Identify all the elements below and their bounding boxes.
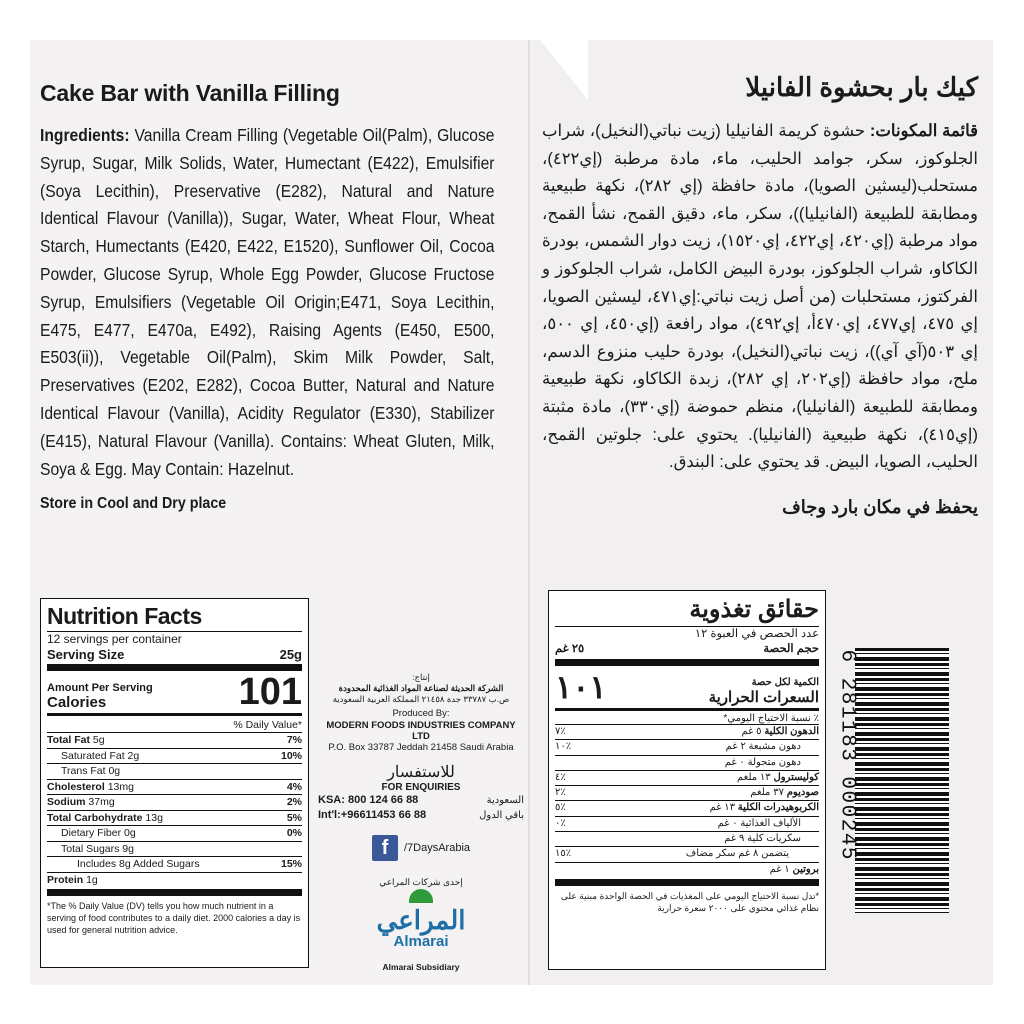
nutrient-label [741, 725, 819, 739]
ingredients-ar [542, 118, 978, 477]
nutrient-percent: 15% [280, 858, 302, 870]
nutrient-name: Includes 8g Added Sugars [77, 858, 200, 870]
nutrient-name: Total Sugars [61, 842, 120, 855]
servings-text: 12 servings per container [47, 632, 182, 646]
ksa-phone: 800 124 66 88 [347, 794, 419, 806]
nutrient-row [555, 786, 819, 801]
nutrient-amount: ١ غم [769, 863, 790, 875]
nutrient-amount: 5g [92, 734, 105, 746]
nutrient-label [47, 764, 120, 779]
calories-row-ar [555, 668, 819, 706]
nutrient-amount: ٠ غم [724, 756, 745, 768]
enquiries-en: FOR ENQUIRIES [381, 782, 461, 793]
product-title-en: Cake Bar with Vanilla Filling [40, 80, 340, 106]
nutrient-rows-en [47, 733, 302, 887]
enquiries-ar: للاستفسار [387, 764, 455, 781]
nutrient-label [725, 756, 819, 770]
intl-label-ar: باقي الدول [479, 810, 524, 821]
servings-per-container [47, 632, 302, 647]
nutrient-label [47, 857, 200, 872]
storage-ar: يحفظ في مكان بارد وجاف [782, 497, 978, 517]
ingredients-en [40, 122, 495, 483]
nutrient-name: بروتين [792, 863, 819, 875]
nutrient-amount: 37mg [88, 796, 115, 808]
company-address-ar: ص.ب ٣٣٧٨٧ جدة ٢١٤٥٨ المملكة العربية السعودية [332, 694, 510, 704]
nutrient-name: الكربوهيدرات الكلية [737, 802, 819, 814]
produced-by-ar: إنتاج: [412, 672, 430, 682]
facebook-icon: f [372, 835, 398, 861]
nutrient-amount: ٥ غم [741, 726, 762, 737]
nutrient-label [47, 733, 105, 748]
ingredients-text-en: Vanilla Cream Filling (Vegetable Oil(Palm), Glucose Syrup, Sugar, Milk Solids, Water, Humectant (E422), Emulsifier (Soya Lecithin), Preservative (E282), Natural and Nature Identical Flavour (Vanilla)), Sugar, Water, Wheat Flour, Wheat Starch, Humectants (E420, E422, E1520), Sunflower Oil, Cocoa Powder, Glucose Syrup, Whole Egg Powder, Glucose Fructose Syrup, Emulsifiers (Vegetable Oil Origin;E471, Soya Lecithin, E475, E477, E470a, E492), Raising Agents (E450, E500, E503(ii)), Vegetable Oil(Palm), Skim Milk Powder, Salt, Preservatives (E202, E282), Cocoa Butter, Natural and Nature Identical Flavour (Vanilla), Acidity Regulator (E330), Stabilizer (E415), Natural Flavour (Vanilla). Contains: Wheat Gluten, Milk, Soya & Egg. May Contain: Hazelnut. [40, 125, 495, 479]
nutrient-row [555, 817, 819, 832]
facebook-handle: /7DaysArabia [403, 842, 471, 854]
nutrient-row [555, 771, 819, 786]
calories-value-ar: ١٠١ [555, 669, 607, 705]
company-name-en: MODERN FOODS INDUSTRIES COMPANY LTD [326, 720, 516, 742]
nutrient-label [737, 771, 819, 785]
brand-en: Almarai [393, 933, 449, 950]
nutrient-label [47, 842, 134, 857]
nutrient-name: Saturated Fat [61, 749, 125, 762]
amount-per-serving-ar: الكمية لكل حصة [751, 677, 819, 688]
nutrient-name: كوليسترول [773, 771, 819, 783]
nutrient-row [47, 842, 302, 858]
calories-label: Calories [47, 694, 107, 711]
nutrient-label [750, 786, 819, 800]
divider-thick-bottom-ar [555, 879, 819, 886]
divider-thick-ar [555, 659, 819, 666]
company-info [318, 672, 524, 972]
divider-thick-bottom [47, 889, 302, 896]
nutrient-percent [555, 863, 585, 877]
storage-en: Store in Cool and Dry place [40, 495, 227, 512]
almarai-logo [318, 888, 524, 950]
barcode-bars [855, 648, 949, 913]
divider-thick [47, 664, 302, 671]
amount-per-serving: Amount Per Serving [47, 682, 153, 694]
nutrient-percent: 2% [286, 796, 302, 808]
nutrient-name: الدهون الكلية [764, 726, 819, 737]
servings-per-container-ar [555, 627, 819, 642]
nutrient-percent: 0% [286, 827, 302, 839]
nutrient-percent [272, 764, 302, 779]
intl-phone-row [318, 808, 524, 823]
nutrient-amount: 0g [124, 827, 136, 839]
nutrient-name: Protein [47, 873, 84, 886]
nutrient-name: Cholesterol [47, 780, 105, 793]
ksa-label-ar: السعودية [486, 795, 524, 806]
nutrient-percent [272, 842, 302, 857]
nutrient-row [47, 733, 302, 749]
nutrient-name: Trans Fat [61, 765, 106, 777]
product-title-ar: كيك بار بحشوة الفانيلا [745, 72, 978, 102]
nutrient-name: سكريات كلية [747, 833, 801, 845]
nutrition-title-ar: حقائق تغذوية [555, 595, 819, 627]
nutrient-name: يتضمن ٨ غم سكر مضاف [685, 848, 789, 860]
nutrient-row [555, 725, 819, 740]
nutrient-label [726, 740, 819, 754]
nutrient-label [47, 749, 139, 764]
subsidiary-en: Almarai Subsidiary [382, 962, 460, 972]
nutrient-name: صوديوم [786, 787, 819, 799]
nutrient-row [555, 740, 819, 755]
produced-by-en: Produced By: [392, 708, 450, 719]
serving-size-value: 25g [279, 647, 302, 662]
leaf-icon [409, 889, 433, 903]
nutrient-percent: ٪٧ [555, 726, 566, 737]
serving-size-value-ar: ٢٥ غم [555, 643, 585, 655]
nutrient-label [770, 863, 819, 877]
calories-label-ar: السعرات الحرارية [708, 689, 819, 706]
divider-mid [47, 713, 302, 716]
serving-size-row-ar [555, 642, 819, 657]
subsidiary-ar: إحدى شركات المراعي [379, 877, 463, 887]
nutrient-label [47, 780, 134, 795]
nutrient-percent [272, 873, 302, 888]
nutrient-amount: ٣٧ ملغم [750, 787, 784, 799]
nutrient-name: دهون مشبعة [748, 741, 801, 753]
nutrient-label [686, 847, 819, 861]
intl-label: Int'l: [318, 809, 341, 821]
nutrient-amount: 13g [145, 811, 163, 824]
barcode-digits: 6 281183 000245 [835, 649, 859, 862]
barcode [835, 648, 950, 913]
nutrient-row [555, 847, 819, 862]
nutrient-row [47, 764, 302, 780]
nutrient-label [47, 873, 98, 888]
package-notch [540, 40, 588, 100]
nutrient-percent [555, 756, 585, 770]
ksa-phone-row [318, 793, 524, 808]
nutrient-percent [555, 832, 585, 846]
nutrient-amount: ٠ غم [717, 817, 738, 829]
nutrition-facts-ar [548, 590, 826, 970]
calories-row [47, 673, 302, 711]
nutrient-percent: ٪١٠ [555, 741, 572, 753]
nutrient-row [47, 873, 302, 888]
ingredients-label-en: Ingredients: [40, 125, 130, 145]
nutrition-facts-en [40, 598, 309, 968]
servings-text-ar: عدد الحصص في العبوة ١٢ [694, 628, 819, 640]
nutrition-footnote-en: *The % Daily Value (DV) tells you how much nutrient in a serving of food contributes to a daily diet. 2000 calories a day is used for general nutrition advice. [47, 901, 301, 935]
nutrient-percent: 7% [286, 734, 302, 746]
divider-mid-ar [555, 708, 819, 711]
nutrient-amount: 9g [122, 842, 134, 855]
nutrition-footnote-ar: *تدل نسبة الاحتياج اليومي على المغذيات في الحصة الواحدة مبنية على نظام غذائي محتوي على ٢٠٠٠ سعرة حرارية [560, 890, 819, 913]
nutrient-percent: ٪٢ [555, 787, 566, 799]
nutrient-percent: ٪٥ [555, 802, 566, 814]
nutrient-percent: ٪٠ [555, 817, 566, 829]
nutrient-row [47, 749, 302, 765]
nutrient-amount: 1g [86, 873, 98, 886]
nutrient-percent: ٪١٥ [555, 848, 572, 860]
nutrient-amount: 13mg [107, 780, 134, 793]
nutrient-percent: ٪٤ [555, 771, 566, 783]
calories-value: 101 [238, 671, 302, 713]
facebook-link[interactable] [318, 835, 524, 861]
company-address-en: P.O. Box 33787 Jeddah 21458 Saudi Arabia [328, 742, 514, 753]
nutrient-label [47, 795, 115, 810]
nutrient-name: الألياف الغذائية [740, 817, 801, 829]
nutrient-amount: ٢ غم [725, 741, 746, 753]
daily-value-header-ar: ٪ نسبة الاحتياج اليومي* [555, 713, 819, 725]
nutrient-row [47, 857, 302, 873]
nutrient-row [555, 832, 819, 847]
intl-phone: +96611453 66 88 [340, 809, 427, 821]
nutrient-amount: 0g [108, 765, 121, 777]
nutrient-row [555, 863, 819, 877]
nutrient-row [555, 801, 819, 816]
nutrient-rows-ar [555, 725, 819, 877]
nutrient-label [47, 826, 136, 841]
nutrient-percent: 10% [280, 749, 302, 762]
nutrient-row [47, 826, 302, 842]
nutrient-percent: 5% [286, 811, 302, 824]
nutrient-name: دهون متحولة [747, 756, 801, 768]
nutrient-name: Total Fat [47, 734, 90, 746]
ingredients-text-ar: حشوة كريمة الفانيليا (زيت نباتي(النخيل)، شراب الجلوكوز، سكر، جوامد الحليب، ماء، مادة مرطبة (إي٤٢٢)، مستحلب(ليسثين الصويا)، مادة حافظة (إي ٢٨٢)، نكهة طبيعية ومطابقة للطبيعة (الفانيليا))، سكر، ماء، دقيق القمح، نشأ القمح، مواد مرطبة (إي٤٢٠، إي٤٢٢، إي١٥٢٠)، زيت دوار الشمس، بودرة الكاكاو، شراب الجلوكوز، بودرة البيض الكامل، شراب الجلوكوز و الفركتوز، مستحلبات (من أصل زيت نباتي:إي٤٧١، ليسثين الصويا، إي ٤٧٥، إي٤٧٧، إي٤٧٠أ، إي٤٩٢)، مواد رافعة (إي٤٥٠، إي ٥٠٠، إي ٥٠٣(آي آي))، زيت نباتي(النخيل)، بودرة حليب منزوع الدسم، ملح، مواد حافظة (إي٢٠٢، إي ٢٨٢)، زبدة الكاكاو، نكهة طبيعية ومطابقة للطبيعة (الفانيليا)، منظم حموضة (إي٣٣٠)، مادة مثبتة (إي٤١٥)، نكهة طبيعية (الفانيليا). يحتوي على: جلوتين القمح، الحليب، الصويا، البيض. قد يحتوي على: البندق. [542, 122, 979, 472]
nutrient-row [47, 795, 302, 811]
package-fold [528, 40, 532, 985]
brand-ar: المراعي [376, 905, 466, 935]
nutrient-label [710, 801, 819, 815]
nutrient-row [47, 780, 302, 796]
nutrient-label [47, 811, 163, 826]
serving-size-row [47, 647, 302, 662]
nutrient-name: Sodium [47, 796, 86, 808]
nutrient-name: Total Carbohydrate [47, 811, 143, 824]
nutrition-title-en: Nutrition Facts [47, 603, 302, 632]
nutrient-amount: ١٣ غم [709, 802, 736, 814]
serving-size-label-ar: حجم الحصة [763, 643, 819, 655]
nutrient-amount: 2g [127, 749, 140, 762]
nutrient-row [47, 811, 302, 827]
ksa-label: KSA: [318, 794, 345, 806]
nutrient-label [724, 832, 819, 846]
nutrient-percent: 4% [286, 780, 302, 793]
daily-value-header: % Daily Value* [47, 718, 302, 733]
nutrient-row [555, 756, 819, 771]
ingredients-label-ar: قائمة المكونات: [869, 122, 978, 140]
company-name-ar: الشركة الحديثة لصناعة المواد الغذائية المحدودة [338, 683, 504, 693]
nutrient-amount: ١٣ ملغم [736, 771, 771, 783]
nutrient-name: Dietary Fiber [61, 827, 122, 839]
nutrient-amount: ٩ غم [724, 833, 745, 845]
serving-size-label: Serving Size [47, 647, 125, 662]
nutrient-label [718, 817, 819, 831]
